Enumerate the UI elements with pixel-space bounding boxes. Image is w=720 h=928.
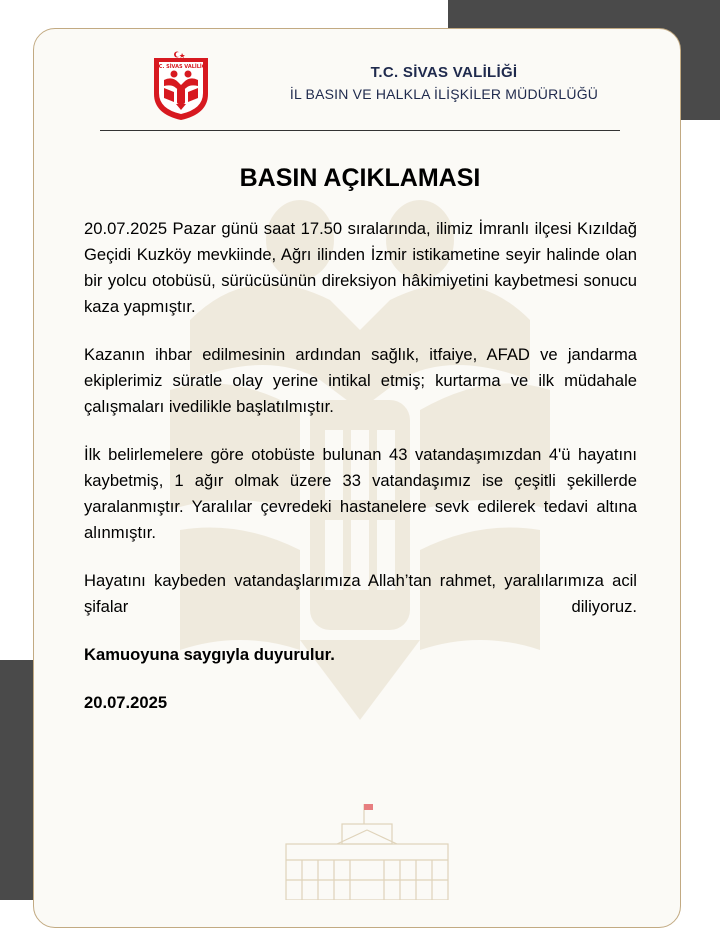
paragraph-casualties: İlk belirlemelere göre otobüste bulunan 43 vatandaşımızdan 4'ü hayatını kaybetmiş, 1 ağır olmak üzere 33 vatandaşımız ise çeşitli şekillerde yaralanmıştır. Yaralılar çevredeki hastanelere sevk edilerek tedavi altına alınmıştır. — [84, 445, 637, 542]
institution-name: T.C. SİVAS VALİLİĞİ — [370, 64, 518, 81]
page-title: BASIN AÇIKLAMASI — [239, 164, 481, 192]
svg-text:T.C. SİVAS VALİLİĞİ: T.C. SİVAS VALİLİĞİ — [154, 64, 208, 70]
press-release-body — [84, 216, 637, 738]
paragraph-condolence: Hayatını kaybeden vatandaşlarımıza Allah’tan rahmet, yaralılarımıza acil şifalar diliyoruz. — [84, 571, 637, 616]
closing-statement: Kamuoyuna saygıyla duyurulur. — [84, 645, 335, 664]
sivas-valiligi-logo — [150, 50, 212, 122]
release-date: 20.07.2025 — [84, 693, 168, 712]
government-building-icon — [282, 800, 452, 900]
header-divider — [100, 130, 620, 131]
paragraph-response: Kazanın ihbar edilmesinin ardından sağlık, itfaiye, AFAD ve jandarma ekiplerimiz süratle olay yerine intikal etmiş; kurtarma ve ilk müdahale çalışmaları ivedilikle başlatılmıştır. — [84, 345, 637, 416]
department-name: İL BASIN VE HALKLA İLİŞKİLER MÜDÜRLÜĞÜ — [289, 86, 599, 102]
paragraph-accident: 20.07.2025 Pazar günü saat 17.50 sıralarında, ilimiz İmranlı ilçesi Kızıldağ Geçidi Kuzköy mevkiinde, Ağrı ilinden İzmir istikametine seyir halinde olan bir yolcu otobüsü, sürücüsünün direksiyon hâkimiyetini kaybetmesi sonucu kaza yapmıştır. — [84, 219, 637, 316]
